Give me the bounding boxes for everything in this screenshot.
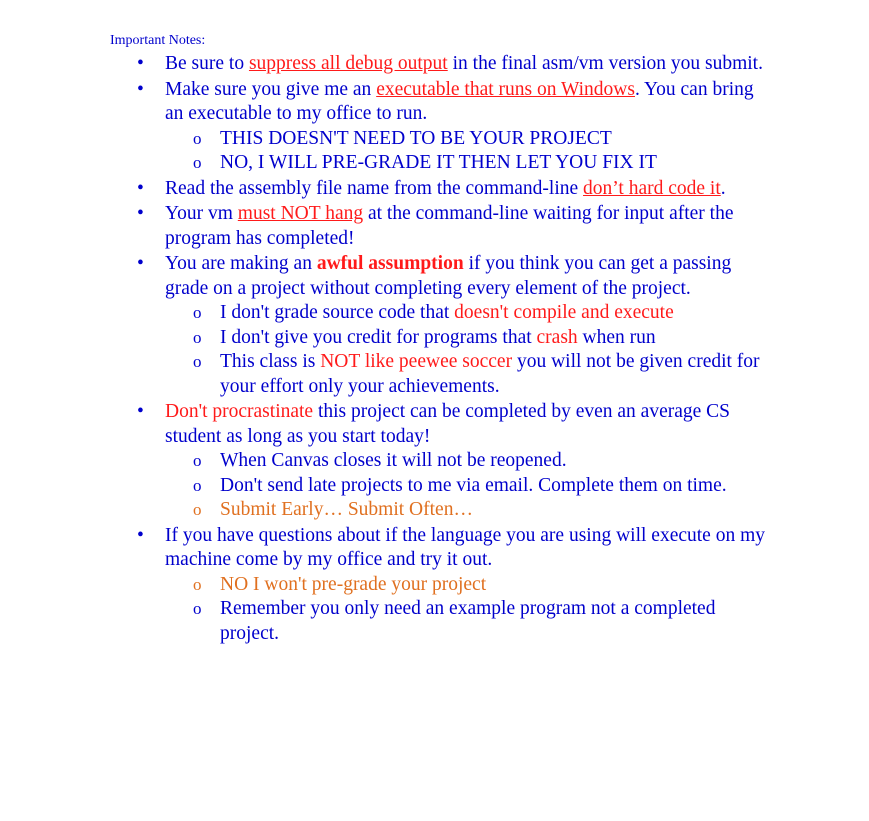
note-emphasis: suppress all debug output <box>248 53 448 74</box>
sub-note-item <box>220 326 765 351</box>
note-text: Make sure you give me an <box>165 78 377 100</box>
note-text: Your vm <box>165 203 238 224</box>
sub-note-item: o Remember you only need an example program not a completed project. <box>220 597 765 646</box>
note-emphasis: must NOT hang <box>237 203 364 224</box>
sub-note-item: o NO I won't pre-grade your project <box>220 573 765 598</box>
note-text: . <box>720 177 726 199</box>
note-emphasis: don’t hard code it <box>583 177 721 199</box>
note-emphasis: crash <box>536 326 578 348</box>
note-text: if you think you can get a passing grade on a project without completing every element of the project. <box>165 253 732 299</box>
note-item <box>165 52 765 77</box>
note-text: when run <box>577 326 656 348</box>
note-text: You are making an <box>165 253 317 274</box>
note-text: at the command-line waiting for input after the program has completed! <box>165 203 734 249</box>
note-text: Be sure to <box>165 53 249 74</box>
note-text: this project can be completed by even an average CS student as long as you start today! <box>165 401 731 447</box>
sub-note-item <box>220 498 765 523</box>
note-sublist <box>220 301 765 399</box>
note-emphasis: NOT like peewee soccer <box>320 351 513 372</box>
note-item <box>165 177 765 202</box>
note-sublist <box>220 449 765 523</box>
note-sublist <box>220 127 765 176</box>
note-emphasis: Submit Often… <box>347 499 473 520</box>
note-text: This class is <box>220 351 321 372</box>
note-text: you will not be given credit for your effort only your achievements. <box>220 351 760 397</box>
sub-note-item <box>220 350 765 399</box>
notes-heading: Important Notes: <box>110 33 206 48</box>
sub-note-item: o When Canvas closes it will not be reopened. <box>220 449 765 474</box>
notes-list <box>165 52 765 647</box>
note-text: . You can bring an executable to my office to run. <box>165 78 754 124</box>
note-text: in the final asm/vm version you submit. <box>447 53 763 74</box>
note-item <box>165 400 765 523</box>
note-sublist <box>220 573 765 647</box>
note-emphasis: Don't procrastinate <box>165 401 314 422</box>
note-text: Read the assembly file name from the command-line <box>165 177 584 199</box>
note-text: I don't grade source code that <box>220 302 455 323</box>
note-item <box>165 78 765 176</box>
sub-note-item: o Don't send late projects to me via email. Complete them on time. <box>220 474 765 499</box>
note-emphasis: doesn't compile and execute <box>454 302 674 323</box>
sub-note-item <box>220 301 765 326</box>
note-emphasis: executable that runs on Windows <box>376 78 635 100</box>
note-text: If you have questions about if the language you are using will execute on my machine come by my office and try it out. <box>165 524 766 570</box>
note-item <box>165 202 765 251</box>
sub-note-item: o NO, I WILL PRE-GRADE IT THEN LET YOU FIX IT <box>220 151 765 176</box>
note-emphasis: awful assumption <box>316 253 464 274</box>
sub-note-item: o THIS DOESN'T NEED TO BE YOUR PROJECT <box>220 127 765 152</box>
note-text: I don't give you credit for programs that <box>220 326 537 348</box>
note-emphasis: Submit Early… <box>220 499 343 520</box>
note-item <box>165 252 765 399</box>
note-item <box>165 524 765 647</box>
